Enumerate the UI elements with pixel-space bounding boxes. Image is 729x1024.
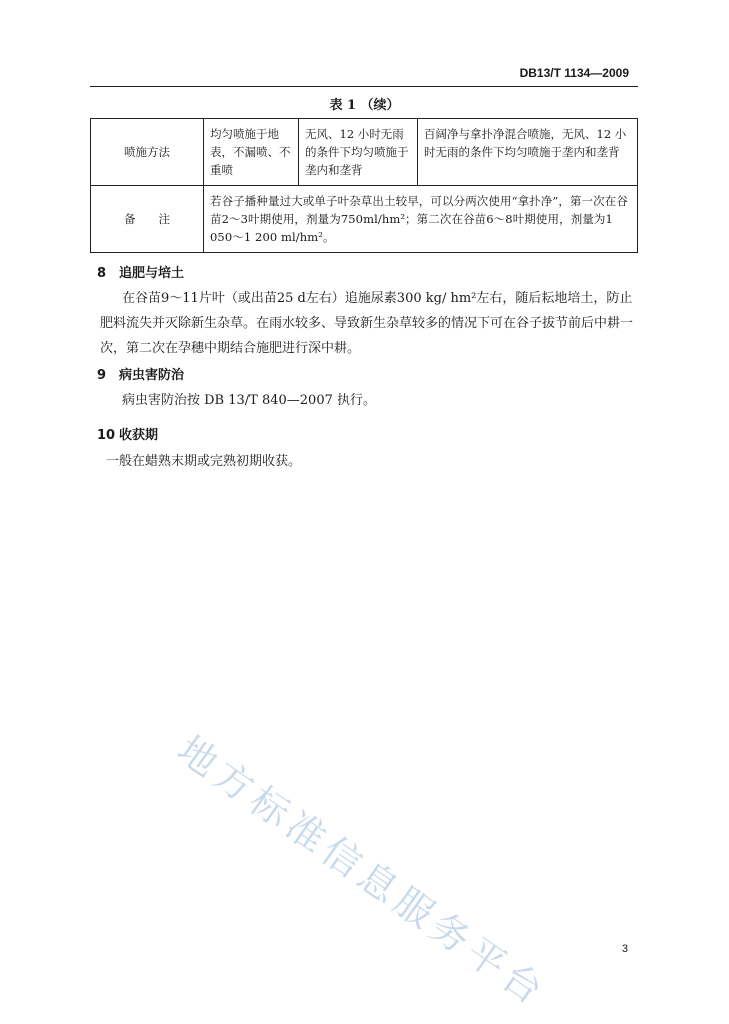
section-number: 8: [97, 266, 107, 281]
row-head-spray-method: 喷施方法: [91, 119, 204, 186]
table-cell: 无风、12 小时无雨的条件下均匀喷施于垄内和垄背: [299, 119, 418, 186]
section-number: 10: [97, 428, 116, 443]
page-number: 3: [621, 943, 628, 955]
section-heading: 病虫害防治: [119, 368, 185, 383]
section-8-body: 在谷苗9～11片叶（或出苗25 d左右）追施尿素300 kg/ hm²左右，随后耘地培土，防止肥料流失并灭除新生杂草。在雨水较多、导致新生杂草较多的情况下可在谷子拔节前后中耕一次，第二次在孕穗中期结合施肥进行深中耕。: [100, 291, 634, 356]
document-code: DB13/T 1134—2009: [519, 66, 629, 80]
section-9-body: 病虫害防治按 DB 13/T 840—2007 执行。: [122, 393, 376, 408]
section-heading: 追肥与培土: [119, 266, 185, 281]
spray-method-table: [90, 118, 638, 253]
watermark-text: 地方标准信息服务平台: [169, 727, 556, 1016]
section-10-title: [97, 424, 158, 443]
table-cell: 均匀喷施于地表，不漏喷、不重喷: [204, 119, 299, 186]
section-heading: 收获期: [119, 428, 159, 443]
table-caption: 表 1 （续）: [329, 98, 400, 113]
table-row: [91, 186, 638, 253]
row-head-remarks: 备 注: [91, 186, 204, 253]
header-rule: [90, 86, 638, 87]
section-10-body: 一般在蜡熟末期或完熟初期收获。: [106, 454, 302, 469]
table-note-cell: 若谷子播种量过大或单子叶杂草出土较早，可以分两次使用“拿扑净”，第一次在谷苗2～3叶期使用，剂量为750ml/hm²；第二次在谷苗6～8叶期使用，剂量为1 050～1 200 ml/hm²。: [204, 186, 638, 253]
table-row: [91, 119, 638, 186]
section-8-title: [97, 262, 184, 281]
table-cell: 百阔净与拿扑净混合喷施，无风、12 小时无雨的条件下均匀喷施于垄内和垄背: [418, 119, 638, 186]
section-9-title: [97, 364, 184, 383]
section-number: 9: [97, 368, 107, 383]
